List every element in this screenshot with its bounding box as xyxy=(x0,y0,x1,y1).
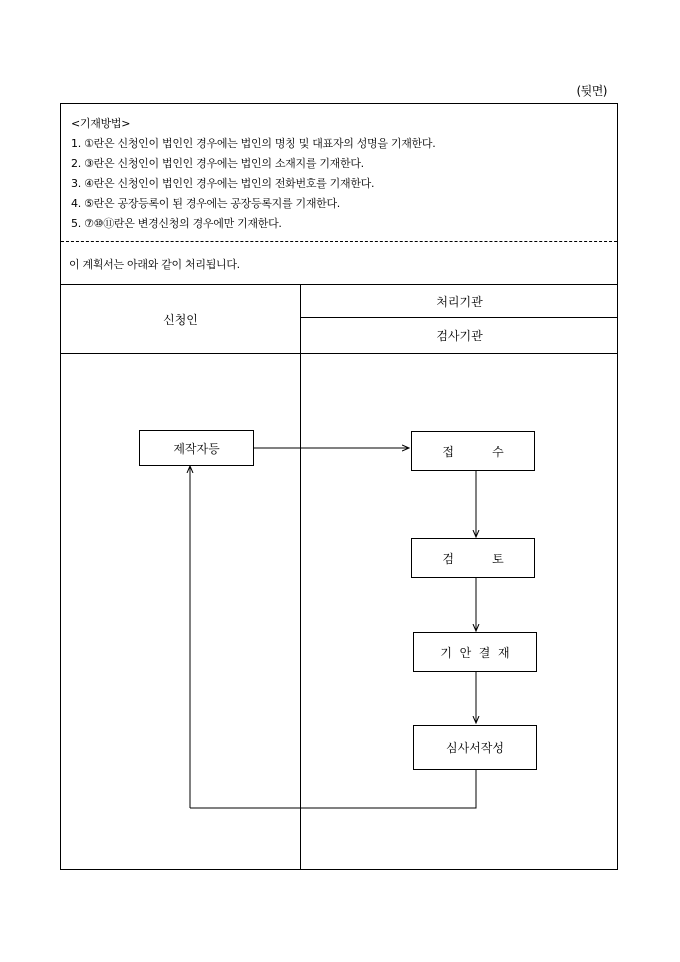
processing-agency-header: 처리기관 xyxy=(301,285,618,318)
report-step-box: 심사서작성 xyxy=(413,725,537,770)
applicant-header: 신청인 xyxy=(163,312,198,327)
page-side-label: (뒷면) xyxy=(576,84,607,98)
instruction-item: 4. ⑤란은 공장등록이 된 경우에는 공장등록지를 기재한다. xyxy=(71,197,341,210)
form-frame xyxy=(60,103,618,870)
inspection-agency-header: 검사기관 xyxy=(436,329,483,343)
processing-note: 이 계획서는 아래와 같이 처리됩니다. xyxy=(61,242,617,285)
instruction-item: 2. ③란은 신청인이 법인인 경우에는 법인의 소재지를 기재한다. xyxy=(71,157,364,170)
applicant-step-box: 제작자등 xyxy=(139,430,254,466)
approval-step-box: 기 안 결 재 xyxy=(413,632,537,672)
review-step-box: 검 토 xyxy=(411,538,535,578)
instruction-item: 3. ④란은 신청인이 법인인 경우에는 법인의 전화번호를 기재한다. xyxy=(71,177,375,190)
receipt-step-box: 접 수 xyxy=(411,431,535,471)
instruction-item: 5. ⑦⑩⑪란은 변경신청의 경우에만 기재한다. xyxy=(71,217,282,230)
instructions-heading: <기재방법> xyxy=(71,117,131,130)
return-line xyxy=(190,770,476,808)
instruction-item: 1. ①란은 신청인이 법인인 경우에는 법인의 명칭 및 대표자의 성명을 기재한다. xyxy=(71,137,436,150)
